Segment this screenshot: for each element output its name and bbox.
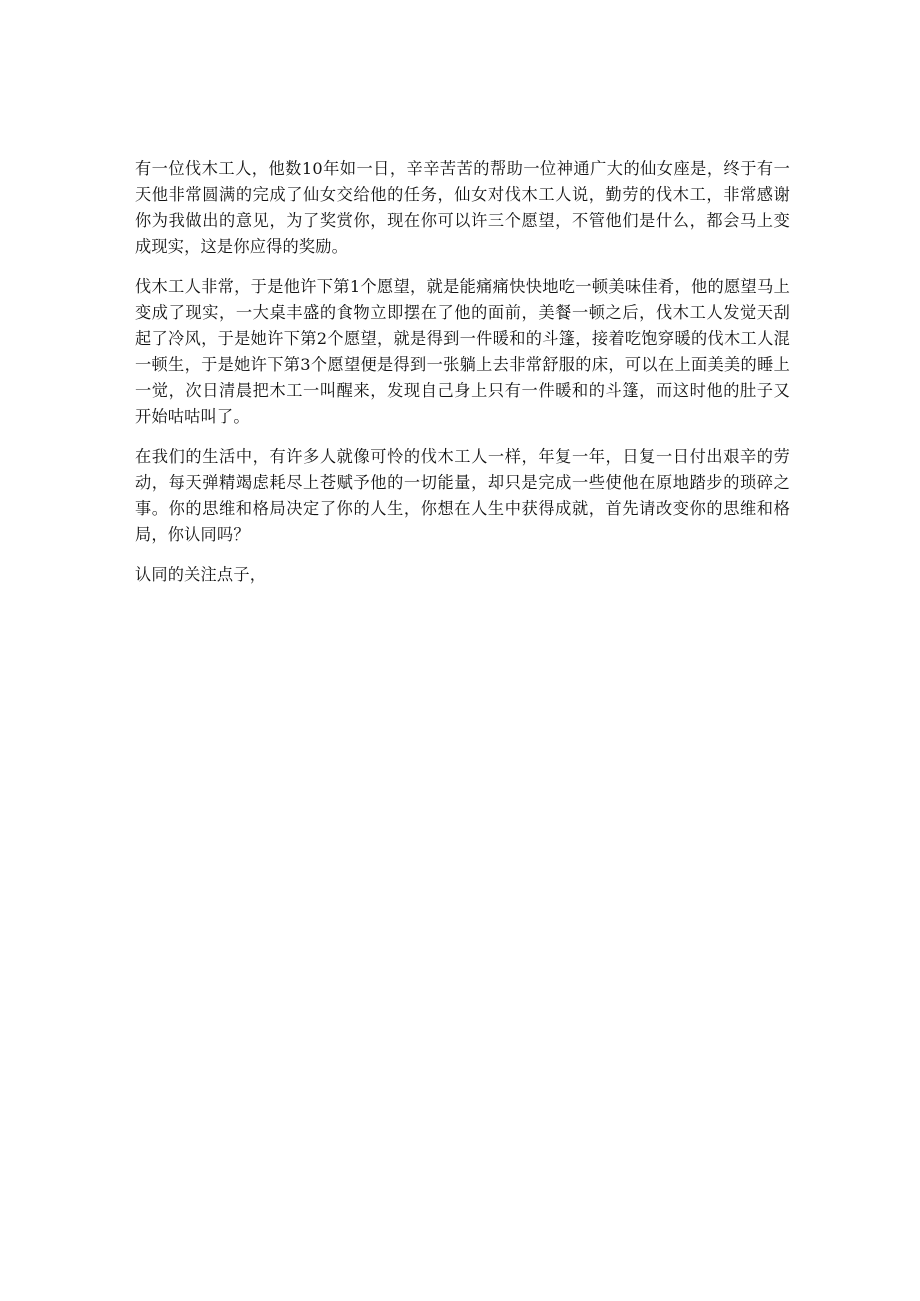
document-body (135, 156, 790, 602)
paragraph-2: 伐木工人非常，于是他许下第1个愿望，就是能痛痛快快地吃一顿美味佳肴，他的愿望马上变成了现实，一大桌丰盛的食物立即摆在了他的面前，美餐一顿之后，伐木工人发觉天刮起了冷风，于是她许下第2个愿望，就是得到一件暖和的斗篷，接着吃饱穿暖的伐木工人混一顿生，于是她许下第3个愿望便是得到一张躺上去非常舒服的床，可以在上面美美的睡上一觉，次日清晨把木工一叫醒来，发现自己身上只有一件暖和的斗篷，而这时他的肚子又开始咕咕叫了。 (135, 277, 790, 426)
paragraph-4: 认同的关注点子， (135, 565, 267, 584)
paragraph-3: 在我们的生活中，有许多人就像可怜的伐木工人一样，年复一年，日复一日付出艰辛的劳动，每天弹精竭虑耗尽上苍赋予他的一切能量，却只是完成一些使他在原地踏步的琐碎之事。你的思维和格局决定了你的人生，你想在人生中获得成就，首先请改变你的思维和格局，你认同吗？ (135, 447, 790, 544)
paragraph-1: 有一位伐木工人，他数10年如一日，辛辛苦苦的帮助一位神通广大的仙女座是，终于有一天他非常圆满的完成了仙女交给他的任务，仙女对伐木工人说，勤劳的伐木工，非常感谢你为我做出的意见，为了奖赏你，现在你可以许三个愿望，不管他们是什么，都会马上变成现实，这是你应得的奖励。 (135, 159, 790, 256)
